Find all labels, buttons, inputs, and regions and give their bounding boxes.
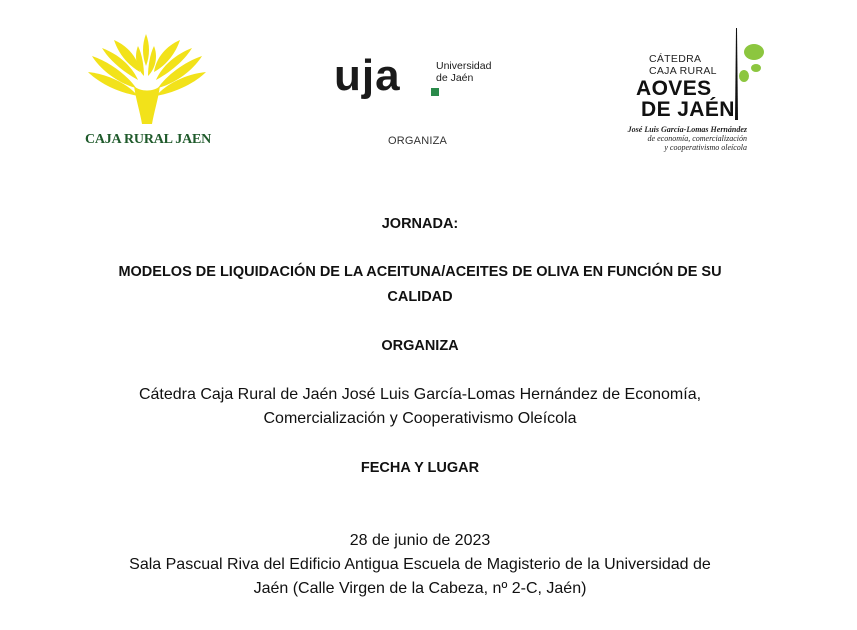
date-place-heading: FECHA Y LUGAR bbox=[360, 460, 480, 476]
catedra-subtitle-name: José Luis García-Lomas Hernández bbox=[627, 125, 747, 134]
universidad-de-jaen-logo bbox=[334, 51, 504, 104]
event-place-line2: Jaén (Calle Virgen de la Cabeza, nº 2-C, Jaén) bbox=[253, 580, 587, 597]
catedra-caja-rural-label: CAJA RURAL bbox=[649, 65, 717, 77]
organizer-line2: Comercialización y Cooperativismo Oleícola bbox=[263, 410, 577, 427]
olive-branch-icon bbox=[732, 26, 772, 122]
logo-organiza-caption: ORGANIZA bbox=[388, 135, 448, 147]
catedra-subtitle-line3: y cooperativismo oleícola bbox=[664, 143, 747, 152]
uja-university-name bbox=[436, 60, 491, 84]
catedra-title-aoves: AOVES bbox=[636, 77, 712, 100]
catedra-title-jaen: DE JAÉN bbox=[641, 98, 735, 121]
wheat-icon bbox=[84, 26, 212, 126]
catedra-label: CÁTEDRA bbox=[649, 53, 702, 65]
caja-rural-jaen-logo bbox=[78, 26, 218, 150]
event-place-line1: Sala Pascual Riva del Edificio Antigua Escuela de Magisterio de la Universidad de bbox=[129, 556, 711, 573]
uja-name-line2: de Jaén bbox=[436, 72, 474, 84]
uja-green-dot bbox=[431, 88, 439, 96]
uja-name-line1: Universidad bbox=[436, 60, 492, 72]
catedra-aoves-logo bbox=[622, 26, 772, 156]
event-title-line1: MODELOS DE LIQUIDACIÓN DE LA ACEITUNA/ACEITES DE OLIVA EN FUNCIÓN DE SU bbox=[118, 264, 722, 280]
organiza-heading: ORGANIZA bbox=[381, 338, 459, 354]
uja-wordmark: uja bbox=[334, 51, 401, 100]
catedra-subtitle-line2: de economía, comercialización bbox=[647, 134, 747, 143]
event-date: 28 de junio de 2023 bbox=[349, 532, 491, 549]
event-type-heading: JORNADA: bbox=[381, 216, 459, 232]
caja-rural-jaen-wordmark: CAJA RURAL JAEN bbox=[84, 132, 212, 147]
event-title-line2: CALIDAD bbox=[387, 289, 453, 305]
organizer-line1: Cátedra Caja Rural de Jaén José Luis García-Lomas Hernández de Economía, bbox=[138, 386, 702, 403]
